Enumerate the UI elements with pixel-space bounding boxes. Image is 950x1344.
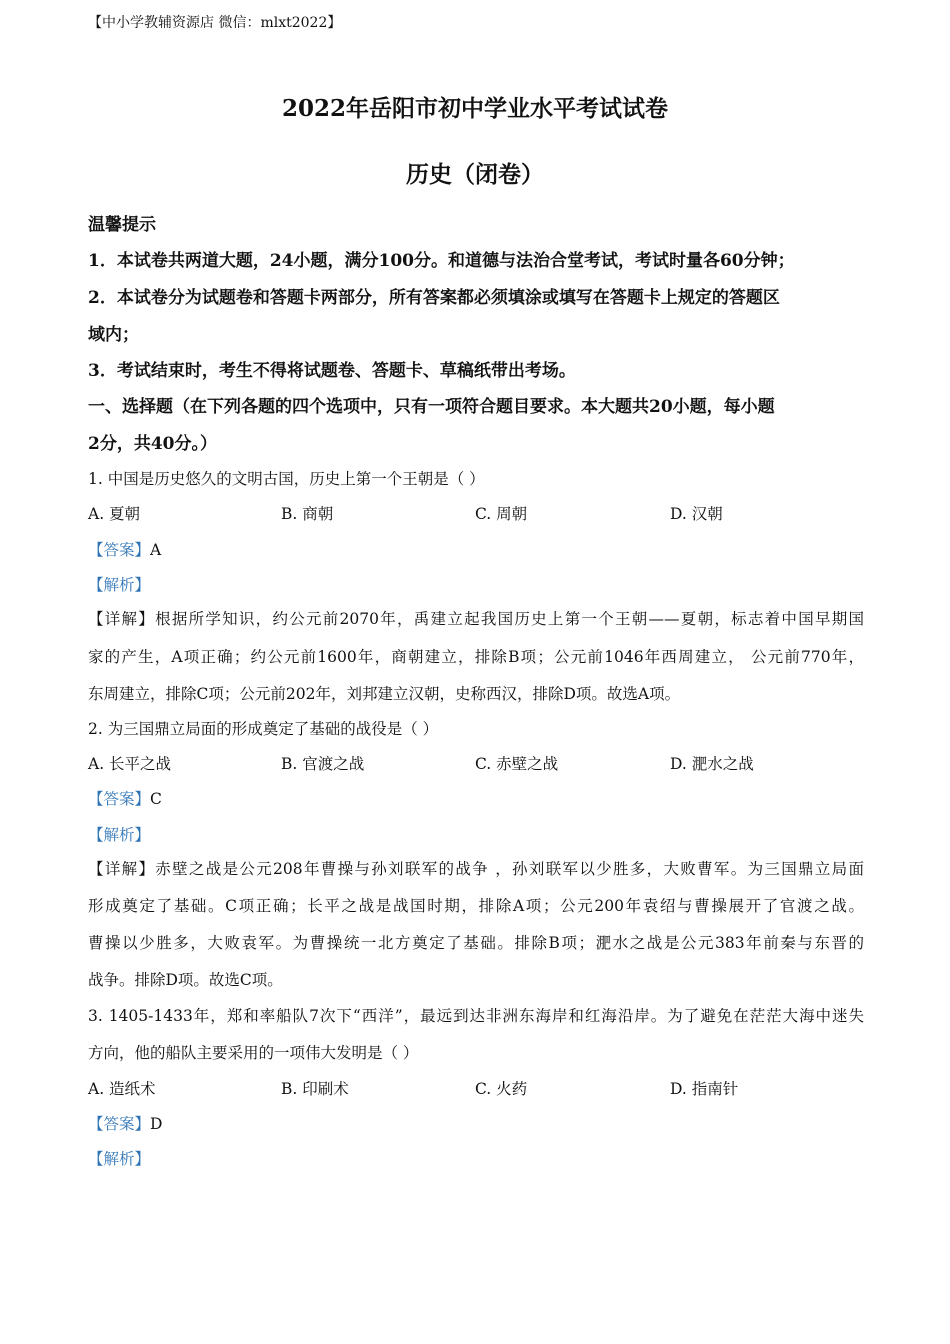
- section1-heading-line2: 2分，共40分。）: [88, 434, 217, 454]
- q3-option-d: D. 指南针: [670, 1080, 739, 1098]
- q2-detail-line2: 形成奠定了基础。C项正确；长平之战是战国时期，排除A项；公元200年袁绍与曹操展开了官渡之战。: [88, 897, 864, 915]
- q3-option-c: C. 火药: [475, 1080, 528, 1098]
- q1-answer-value: A: [150, 541, 162, 559]
- q3-stem-line2: 方向，他的船队主要采用的一项伟大发明是（ ）: [88, 1044, 419, 1062]
- q1-option-a: A. 夏朝: [88, 505, 141, 523]
- tips-heading: 温馨提示: [88, 215, 156, 235]
- q2-answer: [88, 787, 162, 809]
- q1-analysis-label: 【解析】: [88, 576, 151, 594]
- q3-stem-line1: 3. 1405-1433年，郑和率船队7次下“西洋”，最远到达非洲东海岸和红海沿岸。为了避免在茫茫大海中迷失: [88, 1007, 864, 1025]
- q2-option-c: C. 赤壁之战: [475, 755, 559, 773]
- tip-2-line2: 域内；: [88, 325, 139, 345]
- q2-detail-line3: 曹操以少胜多，大败袁军。为曹操统一北方奠定了基础。排除B项；淝水之战是公元383年前秦与东晋的: [88, 934, 864, 952]
- q2-answer-value: C: [150, 790, 162, 808]
- q1-detail-line1: 【详解】根据所学知识，约公元前2070年，禹建立起我国历史上第一个王朝——夏朝，标志着中国早期国: [88, 610, 864, 628]
- q1-option-d: D. 汉朝: [670, 505, 723, 523]
- q3-option-b: B. 印刷术: [281, 1080, 349, 1098]
- exam-subtitle: 历史（闭卷）: [406, 161, 544, 188]
- q2-stem: 2. 为三国鼎立局面的形成奠定了基础的战役是（ ）: [88, 720, 439, 738]
- q2-option-b: B. 官渡之战: [281, 755, 365, 773]
- q1-stem: 1. 中国是历史悠久的文明古国，历史上第一个王朝是（ ）: [88, 470, 485, 488]
- tip-2-line1: 2．本试卷分为试题卷和答题卡两部分，所有答案都必须填涂或填写在答题卡上规定的答题区: [88, 288, 780, 308]
- q2-detail-line1: 【详解】赤壁之战是公元208年曹操与孙刘联军的战争 ，孙刘联军以少胜多，大败曹军。为三国鼎立局面: [88, 860, 864, 878]
- q1-option-b: B. 商朝: [281, 505, 334, 523]
- q2-detail-line4: 战争。排除D项。故选C项。: [88, 971, 283, 989]
- answer-label: 【答案】: [88, 790, 151, 808]
- q3-answer: [88, 1112, 162, 1134]
- q2-analysis-label: 【解析】: [88, 826, 151, 844]
- q2-option-d: D. 淝水之战: [670, 755, 754, 773]
- answer-label: 【答案】: [88, 1115, 151, 1133]
- exam-title: 2022年岳阳市初中学业水平考试试卷: [281, 95, 668, 122]
- q1-answer: [88, 538, 161, 560]
- q1-detail-line3: 东周建立，排除C项；公元前202年，刘邦建立汉朝，史称西汉，排除D项。故选A项。: [88, 685, 681, 703]
- q1-detail-line2: 家的产生，A项正确；约公元前1600年，商朝建立，排除B项；公元前1046年西周建立， 公元前770年，: [88, 648, 864, 666]
- section1-heading-line1: 一、选择题（在下列各题的四个选项中，只有一项符合题目要求。本大题共20小题，每小题: [88, 397, 775, 417]
- q2-option-a: A. 长平之战: [88, 755, 172, 773]
- tip-3: 3．考试结束时，考生不得将试题卷、答题卡、草稿纸带出考场。: [88, 361, 576, 381]
- answer-label: 【答案】: [88, 541, 151, 559]
- q1-option-c: C. 周朝: [475, 505, 528, 523]
- q3-analysis-label: 【解析】: [88, 1150, 151, 1168]
- tip-1: 1．本试卷共两道大题，24小题，满分100分。和道德与法治合堂考试，考试时量各60分钟；: [88, 251, 795, 271]
- q3-option-a: A. 造纸术: [88, 1080, 156, 1098]
- q3-answer-value: D: [150, 1115, 163, 1133]
- page-header: 【中小学教辅资源店 微信：mlxt2022】: [88, 15, 342, 31]
